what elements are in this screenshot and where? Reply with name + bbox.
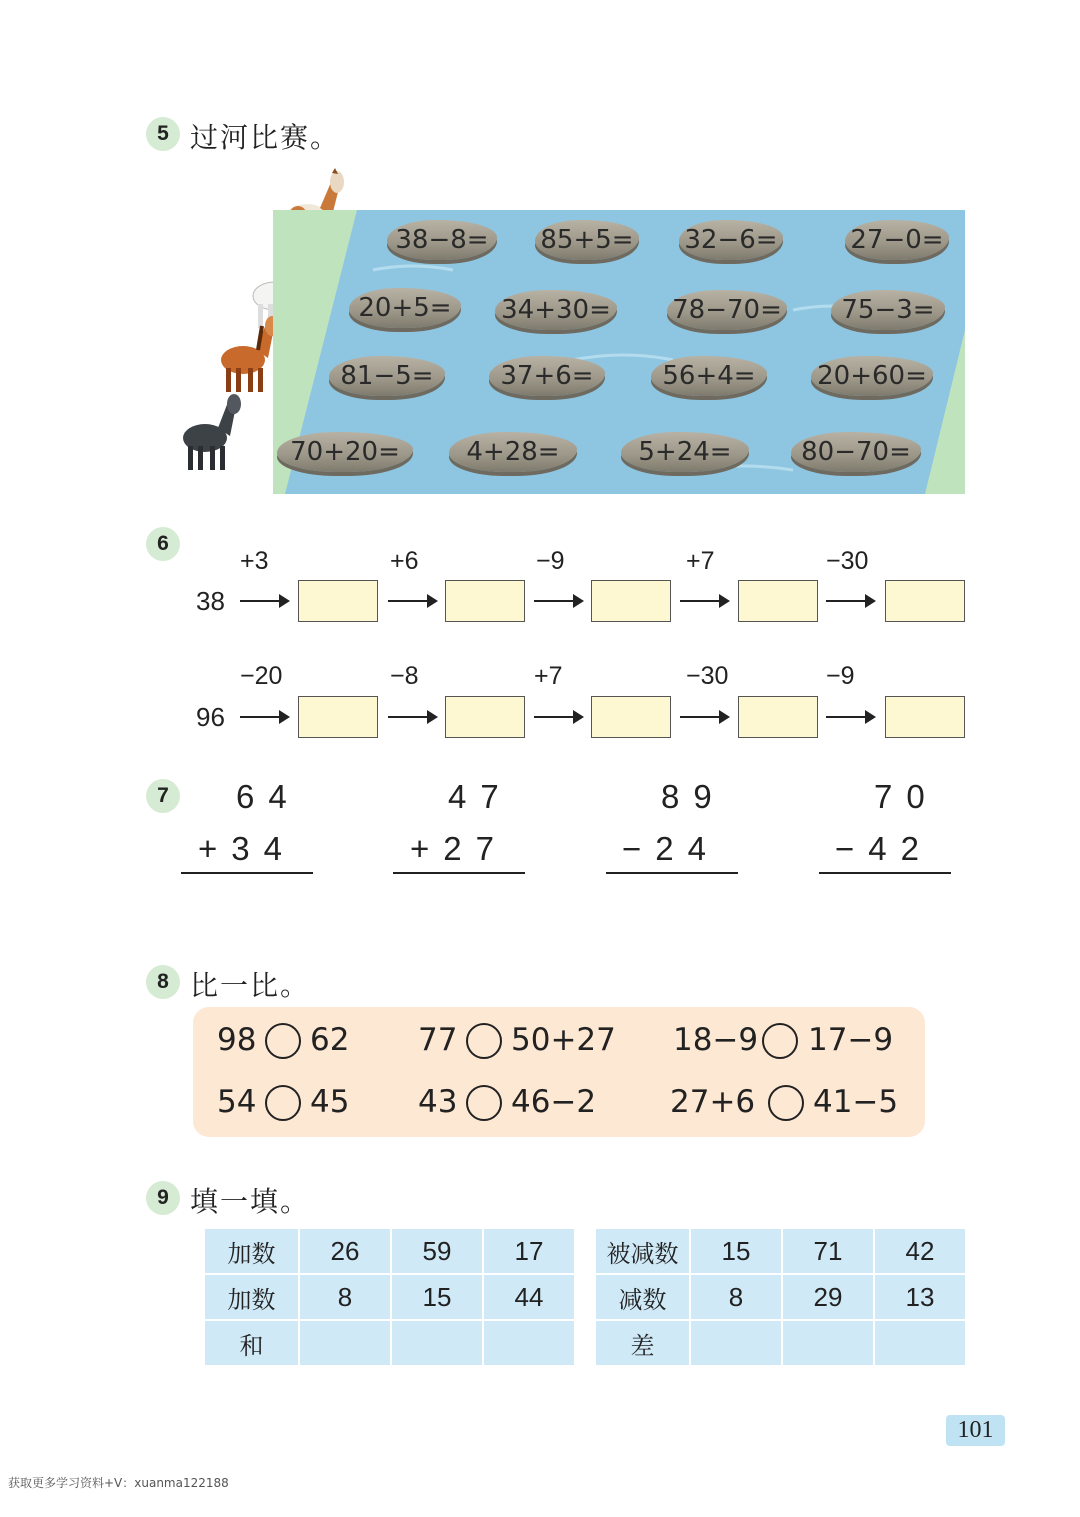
stone: 81−5= [329,356,445,396]
table-cell: 29 [782,1274,874,1320]
row-label: 减数 [595,1274,690,1320]
answer-box[interactable] [445,580,525,622]
section-8-title: 比一比。 [190,969,311,1002]
chain1-op: +7 [686,547,715,575]
table-cell: 26 [299,1228,391,1274]
answer-box[interactable] [885,580,965,622]
compare-left: 77 [418,1022,458,1058]
calc-line [819,872,951,874]
stone: 34+30= [495,290,617,330]
answer-cell[interactable] [782,1320,874,1366]
vertical-top: 89 [661,778,726,815]
calc-line [181,872,313,874]
stone: 78−70= [667,290,787,330]
section-8-badge: 8 [146,965,180,999]
table-cell: 8 [299,1274,391,1320]
chain2-start: 96 [196,702,225,732]
table-cell: 17 [483,1228,575,1274]
compare-right: 41−5 [813,1084,899,1120]
page-number: 101 [946,1415,1005,1446]
arrow-icon [534,716,582,718]
stone: 20+5= [349,288,461,328]
answer-box[interactable] [591,696,671,738]
compare-right: 17−9 [808,1022,894,1058]
chain2-op: +7 [534,662,563,690]
calc-line [393,872,525,874]
row-label: 和 [204,1320,299,1366]
table-cell: 42 [874,1228,966,1274]
vertical-top: 64 [236,778,301,815]
row-label: 加数 [204,1228,299,1274]
table-row [204,1274,575,1320]
stone: 32−6= [679,220,783,260]
stone: 37+6= [489,356,605,396]
arrow-icon [826,600,874,602]
compare-left: 98 [217,1022,257,1058]
compare-left: 18−9 [673,1022,759,1058]
row-label: 差 [595,1320,690,1366]
table-row [204,1320,575,1366]
answer-cell[interactable] [299,1320,391,1366]
chain1-op: −9 [536,547,565,575]
stone: 20+60= [811,356,933,396]
compare-circle[interactable] [265,1023,301,1059]
table-cell: 15 [690,1228,782,1274]
stone: 27−0= [845,220,949,260]
chain2-op: −9 [826,662,855,690]
chain2-op: −30 [686,662,729,690]
vertical-bottom: +34 [198,830,296,867]
chain1-op: +3 [240,547,269,575]
footer-watermark: 获取更多学习资料+V：xuanma122188 [8,1476,229,1490]
section-5-title: 过河比赛。 [190,121,341,154]
table-cell: 44 [483,1274,575,1320]
stone: 80−70= [791,432,921,472]
compare-circle[interactable] [762,1023,798,1059]
arrow-icon [240,600,288,602]
section-9-title: 填一填。 [190,1185,311,1218]
answer-box[interactable] [738,580,818,622]
compare-circle[interactable] [265,1085,301,1121]
compare-circle[interactable] [466,1023,502,1059]
answer-cell[interactable] [874,1320,966,1366]
table-cell: 71 [782,1228,874,1274]
table-cell: 59 [391,1228,483,1274]
answer-box[interactable] [298,580,378,622]
arrow-icon [826,716,874,718]
arrow-icon [240,716,288,718]
answer-box[interactable] [298,696,378,738]
section-9-badge: 9 [146,1181,180,1215]
table-row [595,1228,966,1274]
table-row [595,1274,966,1320]
answer-cell[interactable] [483,1320,575,1366]
compare-left: 27+6 [670,1084,756,1120]
stone: 4+28= [449,432,577,472]
answer-box[interactable] [445,696,525,738]
arrow-icon [534,600,582,602]
vertical-bottom: +27 [410,830,508,867]
answer-cell[interactable] [391,1320,483,1366]
chain1-op: −30 [826,547,869,575]
compare-circle[interactable] [768,1085,804,1121]
arrow-icon [680,600,728,602]
vertical-top: 70 [874,778,939,815]
compare-left: 54 [217,1084,257,1120]
answer-box[interactable] [591,580,671,622]
compare-right: 62 [310,1022,350,1058]
answer-box[interactable] [885,696,965,738]
calc-line [606,872,738,874]
table-cell: 8 [690,1274,782,1320]
compare-right: 46−2 [511,1084,597,1120]
chain1-op: +6 [390,547,419,575]
chain2-op: −8 [390,662,419,690]
compare-circle[interactable] [466,1085,502,1121]
row-label: 被减数 [595,1228,690,1274]
subtraction-table [594,1227,967,1367]
answer-cell[interactable] [690,1320,782,1366]
section-6-badge: 6 [146,527,180,561]
stone: 85+5= [535,220,639,260]
stone: 38−8= [387,220,497,260]
answer-box[interactable] [738,696,818,738]
table-row [595,1320,966,1366]
arrow-icon [680,716,728,718]
black-horse-icon [183,394,241,470]
compare-right: 45 [310,1084,350,1120]
river-panel [273,210,965,494]
chain1-start: 38 [196,586,225,616]
table-cell: 15 [391,1274,483,1320]
section-5-badge: 5 [146,117,180,151]
section-7-badge: 7 [146,779,180,813]
compare-right: 50+27 [511,1022,616,1058]
stone: 70+20= [277,432,413,472]
table-row [204,1228,575,1274]
compare-panel [193,1007,925,1137]
chain2-op: −20 [240,662,283,690]
chestnut-horse-icon [221,316,279,392]
vertical-top: 47 [448,778,513,815]
stone: 5+24= [621,432,749,472]
addition-table [203,1227,576,1367]
arrow-icon [388,600,436,602]
stone: 75−3= [831,290,945,330]
stone: 56+4= [651,356,767,396]
compare-left: 43 [418,1084,458,1120]
table-cell: 13 [874,1274,966,1320]
vertical-bottom: −42 [835,830,933,867]
arrow-icon [388,716,436,718]
row-label: 加数 [204,1274,299,1320]
vertical-bottom: −24 [622,830,720,867]
